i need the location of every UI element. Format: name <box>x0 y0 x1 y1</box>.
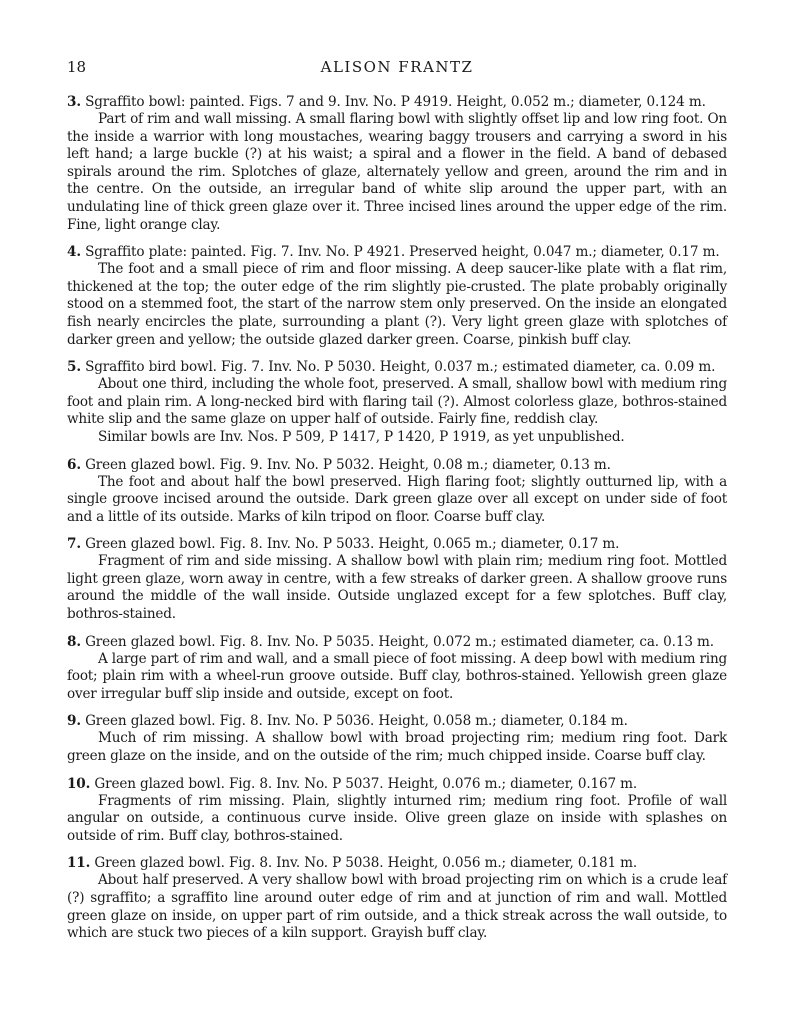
entry-heading: Sgraffito bowl: painted. Figs. 7 and 9. Inv. No. P 4919. Height, 0.052 m.; diameter, 0.124 m. <box>85 94 706 110</box>
entry-number: 10 <box>67 775 86 792</box>
entry-heading-line <box>67 775 727 793</box>
entry-description: The foot and a small piece of rim and floor missing. A deep saucer-like plate with a flat rim, thickened at the top; the outer edge of the rim slightly pie-crusted. The plate probably originally stood on a stemmed foot, the start of the narrow stem only preserved. On the inside an elongated fish nearly encircles the plate, surrounding a plant (?). Very light green glaze with splotches of darker green and yellow; the outside glazed darker green. Coarse, pinkish buff clay. <box>67 261 727 348</box>
entry-number-period: . <box>76 359 81 376</box>
entry-number: 5 <box>67 359 77 376</box>
entry-note: Similar bowls are Inv. Nos. P 509, P 1417, P 1420, P 1919, as yet unpublished. <box>98 428 625 445</box>
entry-number-period: . <box>76 244 81 261</box>
entry-heading: Green glazed bowl. Fig. 9. Inv. No. P 5032. Height, 0.08 m.; diameter, 0.13 m. <box>85 456 611 473</box>
entry-heading: Green glazed bowl. Fig. 8. Inv. No. P 5035. Height, 0.072 m.; estimated diameter, ca. 0.13 m. <box>85 633 714 650</box>
entry-heading: Sgraffito plate: painted. Fig. 7. Inv. No. P 4921. Preserved height, 0.047 m.; diameter, 0.17 m. <box>85 244 720 261</box>
entry-heading-line <box>67 712 727 730</box>
entry-description: About one third, including the whole foot, preserved. A small, shallow bowl with medium ring foot and plain rim. A long-necked bird with flaring tail (?). Almost colorless glaze, bothros-stained white slip and the same glaze on upper half of outside. Fairly fine, reddish clay. <box>67 376 727 428</box>
catalog-entry <box>67 535 727 623</box>
entry-heading-line <box>67 633 727 651</box>
entry-heading: Green glazed bowl. Fig. 8. Inv. No. P 5036. Height, 0.058 m.; diameter, 0.184 m. <box>85 713 628 730</box>
catalog-entry <box>67 712 727 765</box>
entry-heading-line <box>67 854 727 872</box>
entry-number: 6 <box>67 456 77 473</box>
entry-description: A large part of rim and wall, and a small piece of foot missing. A deep bowl with medium ring foot; plain rim with a wheel-run groove outside. Buff clay, bothros-stained. Yellowish green glaze over irregular buff slip inside and outside, except on foot. <box>67 650 727 702</box>
entry-heading: Green glazed bowl. Fig. 8. Inv. No. P 5033. Height, 0.065 m.; diameter, 0.17 m. <box>85 536 620 553</box>
entry-description: Much of rim missing. A shallow bowl with broad projecting rim; medium ring foot. Dark green glaze on the inside, and on the outside of the rim; much chipped inside. Coarse buff clay. <box>67 730 727 765</box>
entry-number-period: . <box>76 633 81 650</box>
page <box>67 58 727 952</box>
entry-heading: Green glazed bowl. Fig. 8. Inv. No. P 5037. Height, 0.076 m.; diameter, 0.167 m. <box>94 775 638 792</box>
entry-number: 7 <box>67 536 77 553</box>
entry-number: 3 <box>67 94 77 110</box>
entry-heading-line <box>67 535 727 553</box>
catalog-entry <box>67 243 727 349</box>
catalog-entry <box>67 633 727 704</box>
entry-heading-line <box>67 243 727 261</box>
entry-number: 9 <box>67 713 77 730</box>
entry-number: 11 <box>67 855 86 872</box>
catalog-entry <box>67 854 727 942</box>
entry-number-period: . <box>76 536 81 553</box>
entry-number-period: . <box>76 456 81 473</box>
entry-description: Part of rim and wall missing. A small flaring bowl with slightly offset lip and low ring foot. On the inside a warrior with long moustaches, wearing baggy trousers and carrying a sword in his left hand; a large buckle (?) at his waist; a spiral and a flower in the field. A band of debased spirals around the rim. Splotches of glaze, alternately yellow and green, around the rim and in the centre. On the outside, an irregular band of white slip around the upper part, with an undulating line of thick green glaze over it. Three incised lines around the upper edge of the rim. Fine, light orange clay. <box>67 111 727 233</box>
entry-heading: Green glazed bowl. Fig. 8. Inv. No. P 5038. Height, 0.056 m.; diameter, 0.181 m. <box>94 855 638 872</box>
entry-description: Fragment of rim and side missing. A shallow bowl with plain rim; medium ring foot. Mottled light green glaze, worn away in centre, with a few streaks of darker green. A shallow groove runs around the middle of the wall inside. Outside unglazed except for a few splotches. Buff clay, bothros-stained. <box>67 553 727 623</box>
entry-heading-line <box>67 93 727 111</box>
page-number: 18 <box>67 58 87 76</box>
entry-description: About half preserved. A very shallow bowl with broad projecting rim on which is a crude leaf (?) sgraffito; a sgraffito line around outer edge of rim and at junction of rim and wall. Mottled green glaze on inside, on upper part of rim outside, and a thick streak across the wall outside, to which are stuck two pieces of a kiln support. Grayish buff clay. <box>67 872 727 942</box>
running-head <box>67 58 727 84</box>
catalog-entry <box>67 775 727 846</box>
running-title: ALISON FRANTZ <box>320 58 474 76</box>
catalog-entry <box>67 456 727 527</box>
catalog-entry <box>67 358 727 446</box>
entry-number: 8 <box>67 633 77 650</box>
entry-heading: Sgraffito bird bowl. Fig. 7. Inv. No. P 5030. Height, 0.037 m.; estimated diameter, ca. 0.09 m. <box>85 359 716 376</box>
entry-heading-line <box>67 456 727 474</box>
catalog-entry <box>67 93 727 234</box>
catalog-list <box>67 93 727 943</box>
entry-number-period: . <box>76 713 81 730</box>
entry-number-period: . <box>76 94 81 110</box>
entry-number: 4 <box>67 244 77 261</box>
entry-number-period: . <box>85 855 91 872</box>
entry-number-period: . <box>85 775 91 792</box>
entry-heading-line <box>67 358 727 376</box>
entry-description: Fragments of rim missing. Plain, slightly inturned rim; medium ring foot. Profile of wall angular on outside, a continuous curve inside. Olive green glaze on inside with splashes on outside of rim. Buff clay, bothros-stained. <box>67 792 727 844</box>
entry-description: The foot and about half the bowl preserved. High flaring foot; slightly outturned lip, with a single groove incised around the outside. Dark green glaze over all except on under side of foot and a little of its outside. Marks of kiln tripod on floor. Coarse buff clay. <box>67 473 727 525</box>
